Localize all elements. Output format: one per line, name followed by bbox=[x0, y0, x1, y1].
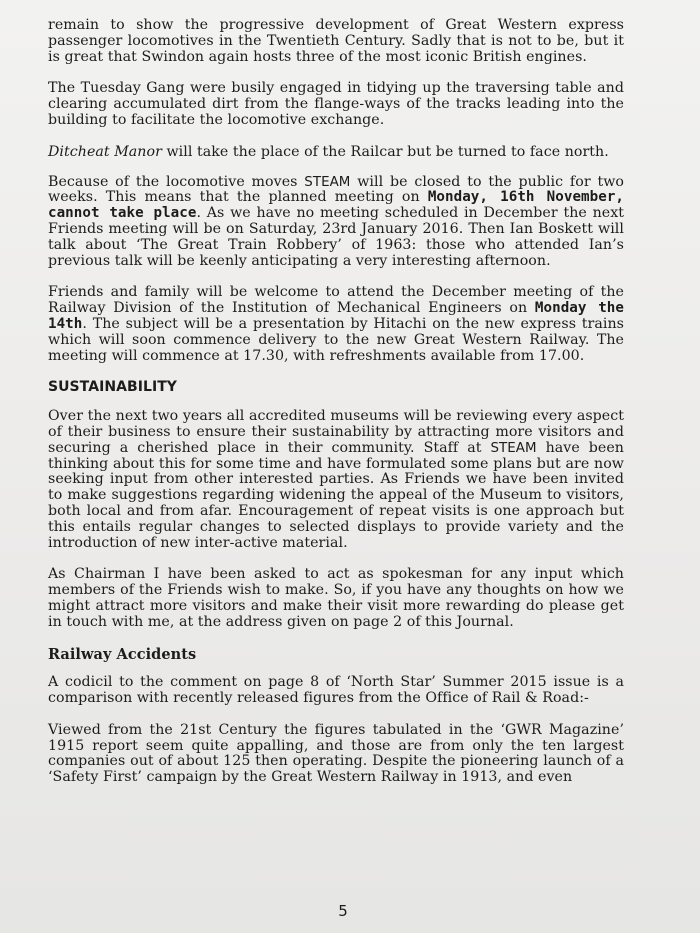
paragraph-sustainability: Over the next two years all accredited museums will be reviewing every aspect of their business to ensure their sustainability by attracting more visitors and securing a cherished place in their community. Staff at STEAM have been thinking about this for some time and have formulated some plans but are now seeking input from other interested parties. As Friends we have been invited to make suggestions regarding widening the appeal of the Museum to visitors, both local and from afar. Encouragement of repeat visits is one approach but this entails regular changes to selected displays to provide variety and the introduction of new inter-active material. bbox=[48, 408, 624, 551]
paragraph-loco-development: remain to show the progressive development of Great Western express passenger locomotives in the Twentieth Century. Sadly that is not to be, but it is great that Swindon again hosts three of the most iconic British engines. bbox=[48, 17, 624, 65]
section-heading-railway-accidents: Railway Accidents bbox=[48, 645, 197, 663]
section-heading-sustainability: SUSTAINABILITY bbox=[48, 379, 177, 396]
cancelled-meeting-notice: Monday, 16th November, cannot take place bbox=[48, 189, 624, 222]
article-body bbox=[48, 18, 624, 786]
meeting-date: Monday the 14th bbox=[48, 300, 624, 332]
steam-name: STEAM bbox=[304, 174, 351, 190]
paragraph-closure-notice: Because of the locomotive moves STEAM will be closed to the public for two weeks. This means that the planned meeting on Monday, 16th November, cannot take place. As we have no meeting scheduled in December the next Friends meeting will be on Saturday, 23rd January 2016. Then Ian Boskett will talk about ‘The Great Train Robbery’ of 1963: those who attended Ian’s previous talk will be keenly anticipating a very interesting afternoon. bbox=[48, 173, 625, 269]
page-number: 5 bbox=[338, 902, 348, 920]
steam-name: STEAM bbox=[490, 440, 537, 456]
paragraph-december-meeting: Friends and family will be welcome to attend the December meeting of the Railway Division of the Institution of Mechanical Engineers on Monday the 14th. The subject will be a presentation by Hitachi on the new express trains which will soon commence delivery to the new Great Western Railway. The meeting will commence at 17.30, with refreshments available from 17.00. bbox=[48, 284, 624, 364]
locomotive-name: Ditcheat Manor bbox=[48, 143, 162, 160]
paragraph-codicil: A codicil to the comment on page 8 of ‘North Star’ Summer 2015 issue is a comparison with recently released figures from the Office of Rail & Road:- bbox=[48, 674, 624, 707]
paragraph-chairman: As Chairman I have been asked to act as spokesman for any input which members of the Friends wish to make. So, if you have any thoughts on how we might attract more visitors and make their visit more rewarding do please get in touch with me, at the address given on page 2 of this Journal. bbox=[48, 566, 624, 630]
paragraph-21st-century: Viewed from the 21st Century the figures tabulated in the ‘GWR Magazine’ 1915 report seem quite appalling, and those are from only the ten largest companies out of about 125 then operating. Despite the pioneering launch of a ‘Safety First’ campaign by the Great Western Railway in 1913, and even bbox=[48, 721, 624, 786]
paragraph-ditcheat-manor: Ditcheat Manor will take the place of the Railcar but be turned to face north. bbox=[48, 143, 609, 160]
paragraph-tuesday-gang: The Tuesday Gang were busily engaged in tidying up the traversing table and clearing accumulated dirt from the flange-ways of the tracks leading into the building to facilitate the locomotive exchange. bbox=[48, 80, 624, 128]
